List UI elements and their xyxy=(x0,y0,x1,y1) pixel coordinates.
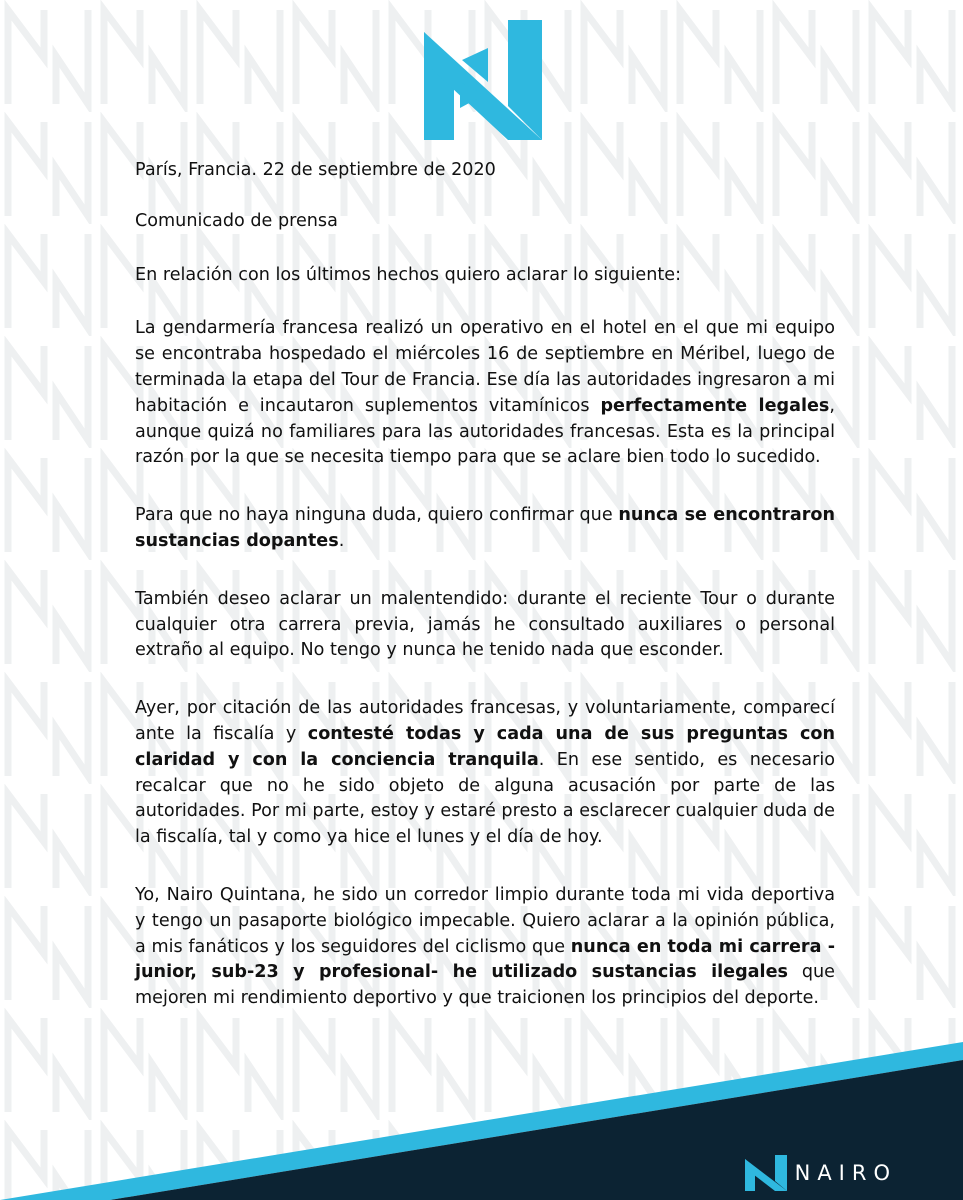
paragraph-no-doping: Para que no haya ninguna duda, quiero confirmar que nunca se encontraron sustancias dopantes. xyxy=(135,505,836,551)
paragraph-raid: La gendarmería francesa realizó un operativo en el hotel en el que mi equipo se encontraba hospedado el miércoles 16 de septiembre en Méribel, luego de terminada la etapa del Tour de Francia. Ese día las autoridades ingresaron a mi habitación e incautaron suplementos vitamínicos perfectamente legales, aunque quizá no familiares para las autoridades francesas. Esta es la principal razón por la que se necesita tiempo para que se aclare bien todo lo sucedido. xyxy=(135,318,835,468)
paragraph-misunderstanding: También deseo aclarar un malentendido: durante el reciente Tour o durante cualquier otra carrera previa, jamás he consultado auxiliares o personal extraño al equipo. No tengo y nunca he tenido nada que esconder. xyxy=(135,588,835,661)
press-release xyxy=(135,158,835,1012)
footer-brand xyxy=(745,1146,897,1200)
paragraph-clean-rider: Yo, Nairo Quintana, he sido un corredor limpio durante toda mi vida deportiva y tengo un pasaporte biológico impecable. Quiero aclarar a la opinión pública, a mis fanáticos y los seguidores del ciclismo que nunca en toda mi carrera - junior, sub-23 y profesional- he utilizado sustancias ilegales que mejoren mi rendimiento deportivo y que traicionen los principios del deporte. xyxy=(135,884,835,1009)
bold-no-doping: nunca se encontraron sustancias dopantes xyxy=(135,505,836,551)
nairo-n-logo-icon xyxy=(424,20,542,140)
brand-name: NAIRO xyxy=(794,1161,897,1185)
intro-paragraph: En relación con los últimos hechos quiero aclarar lo siguiente: xyxy=(135,264,681,285)
place-date: París, Francia. 22 de septiembre de 2020 xyxy=(135,160,496,180)
paragraph-prosecutor: Ayer, por citación de las autoridades francesas, y voluntariamente, comparecí ante la fiscalía y contesté todas y cada una de sus preguntas con claridad y con la conciencia tranquila. En ese sentido, es necesario recalcar que no he sido objeto de alguna acusación por parte de las autoridades. Por mi parte, estoy y estaré presto a esclarecer cualquier duda de la fiscalía, tal y como ya hice el lunes y el día de hoy. xyxy=(135,698,836,848)
bold-legal-supplements: perfectamente legales xyxy=(600,395,830,416)
bold-answered-questions: contesté todas y cada una de sus preguntas con claridad y con la conciencia tranquila xyxy=(135,723,835,770)
release-title: Comunicado de prensa xyxy=(135,210,338,231)
bold-never-illegal: nunca en toda mi carrera - junior, sub-23 y profesional- he utilizado sustancias ilegales xyxy=(135,936,835,983)
nairo-n-small-icon xyxy=(745,1155,787,1191)
